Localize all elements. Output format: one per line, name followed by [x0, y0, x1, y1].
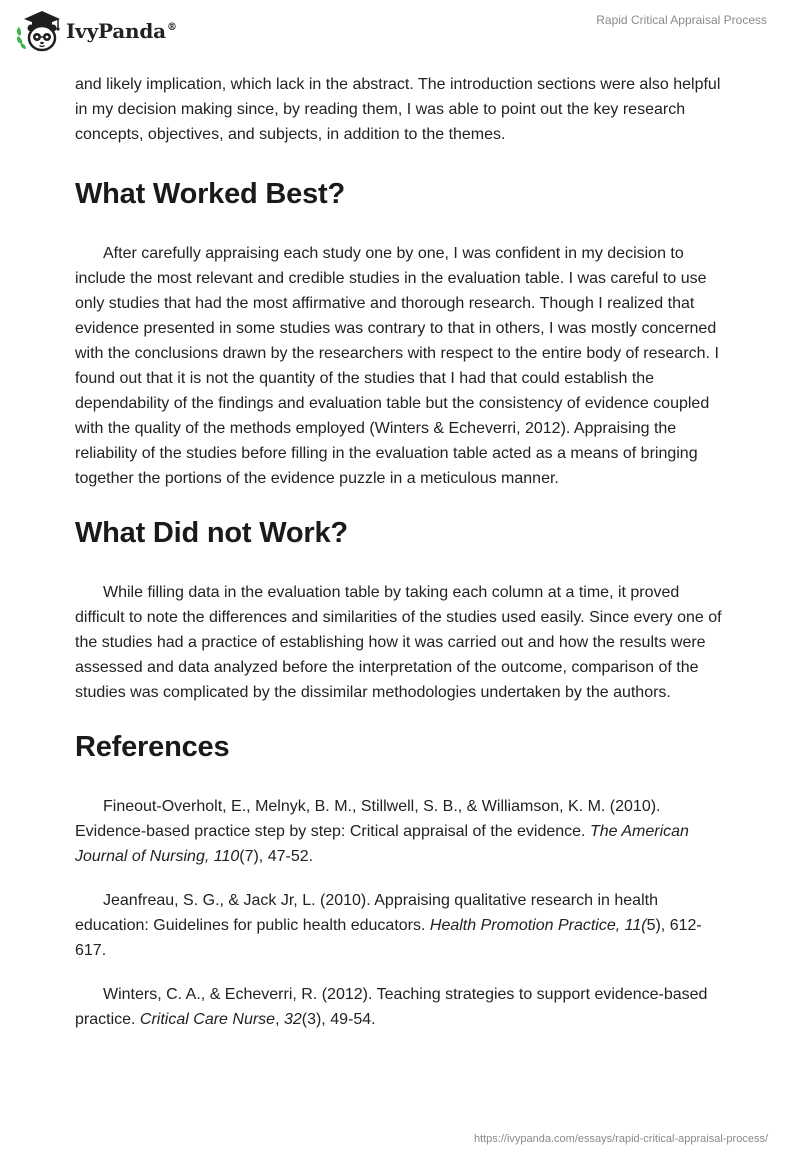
document-title: Rapid Critical Appraisal Process [596, 13, 767, 27]
reference-journal: Critical Care Nurse [139, 1011, 276, 1028]
what-did-not-work-paragraph: While filling data in the evaluation table by taking each column at a time, it proved difficult to note the differences and similarities of the studies used easily. Since every one of the studies had a practice of establishing how it was carried out and how the results were assessed and data analyzed before the interpretation of the outcome, comparison of the studies was complicated by the dissimilar methodologies undertaken by the authors. [75, 584, 722, 701]
reference-entry: Fineout-Overholt, E., Melnyk, B. M., Stillwell, S. B., & Williamson, K. M. (2010). Evidence-based practice step by step: Critical appraisal of the evidence. The American Journal of Nursing, 110(7), 47-52. [75, 798, 689, 865]
reference-journal: The American Journal of Nursing, 110 [75, 823, 689, 865]
brand-name: IvyPanda® [66, 19, 177, 43]
registered-mark: ® [166, 22, 177, 34]
panda-graduate-icon [14, 6, 64, 56]
section-heading-references: References [75, 731, 230, 763]
page-header [0, 0, 800, 60]
source-url[interactable]: https://ivypanda.com/essays/rapid-critical-appraisal-process/ [473, 1133, 768, 1145]
what-worked-best-paragraph: After carefully appraising each study one by one, I was confident in my decision to include the most relevant and credible studies in the evaluation table. I was careful to use only studies that had the most affirmative and thorough research. Though I realized that evidence presented in some studies was contrary to that in others, I was mostly concerned with the conclusions drawn by the researchers with respect to the entire body of research. I found out that it is not the quantity of the studies that I had that could establish the dependability of the findings and evaluation table but the consistency of evidence coupled with the quality of the methods employed (Winters & Echeverri, 2012). Appraising the reliability of the studies before filling in the evaluation table acted as a means of bringing together the portions of the evidence puzzle in a meticulous manner. [75, 245, 719, 487]
brand-logo[interactable] [14, 6, 177, 56]
section-heading-what-did-not-work: What Did not Work? [75, 517, 348, 549]
essay-content [75, 72, 725, 1032]
reference-volume: 32 [283, 1011, 302, 1028]
reference-journal: Health Promotion Practice, 11( [429, 917, 647, 934]
section-heading-what-worked-best: What Worked Best? [75, 178, 345, 210]
reference-entry: Jeanfreau, S. G., & Jack Jr, L. (2010). Appraising qualitative research in health education: Guidelines for public health educators. Health Promotion Practice, 11(5), 612-617. [75, 892, 702, 959]
reference-entry: Winters, C. A., & Echeverri, R. (2012). Teaching strategies to support evidence-based practice. Critical Care Nurse, 32(3), 49-54. [75, 986, 708, 1028]
intro-paragraph: and likely implication, which lack in the abstract. The introduction sections were also helpful in my decision making since, by reading them, I was able to point out the key research concepts, objectives, and subjects, in addition to the themes. [75, 76, 721, 143]
